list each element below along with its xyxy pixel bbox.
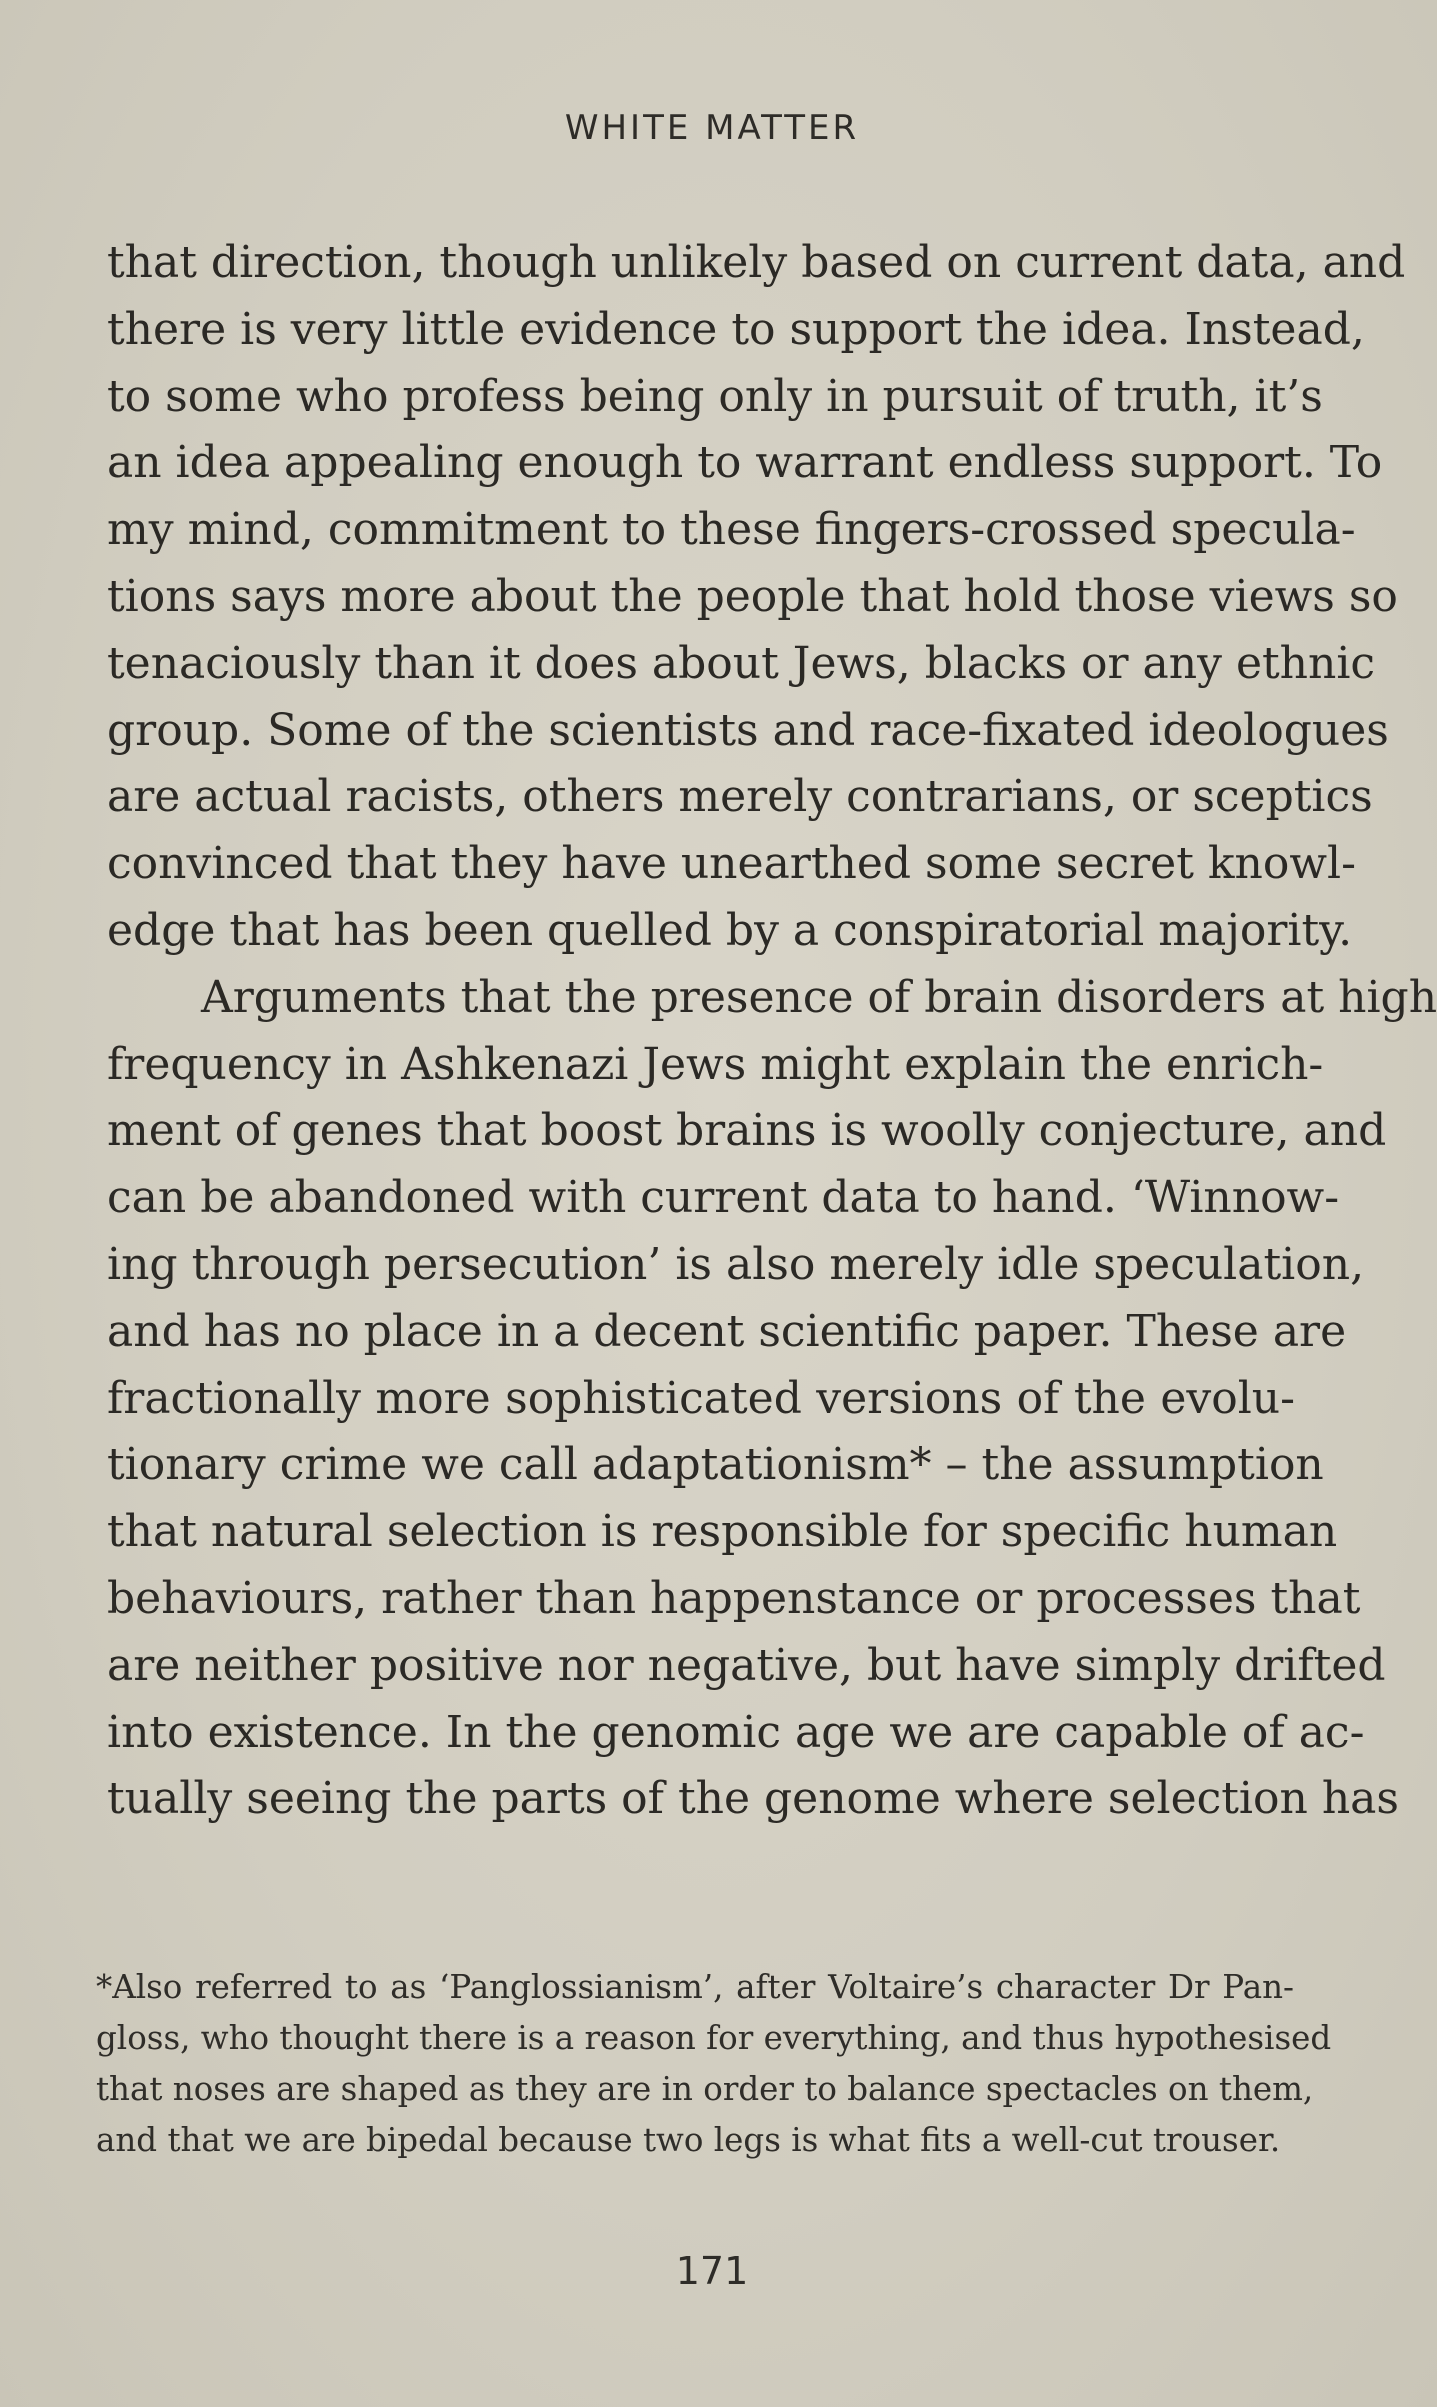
text-line: and has no place in a decent scientific paper. These are: [107, 1305, 1347, 1357]
text-line: that direction, though unlikely based on current data, and: [107, 237, 1406, 288]
text-line: convinced that they have unearthed some secret knowl-: [107, 838, 1356, 890]
text-line: tually seeing the parts of the genome where selection has: [107, 1773, 1399, 1825]
text-line: tionary crime we call adaptationism* – the assumption: [107, 1439, 1324, 1491]
text-line: fractionally more sophisticated versions of the evolu-: [107, 1372, 1295, 1424]
text-line: an idea appealing enough to warrant endless support. To: [107, 437, 1383, 489]
text-line: are neither positive nor negative, but have simply drifted: [107, 1639, 1386, 1691]
text-line: there is very little evidence to support the idea. Instead,: [107, 303, 1365, 355]
paragraph-1: [107, 230, 1406, 965]
text-line: edge that has been quelled by a conspiratorial majority.: [107, 904, 1353, 956]
text-line: group. Some of the scientists and race-fixated ideologues: [107, 704, 1389, 756]
footnote-line: that noses are shaped as they are in order to balance spectacles on them,: [96, 2070, 1314, 2108]
text-line: tenaciously than it does about Jews, blacks or any ethnic: [107, 637, 1376, 689]
text-line: my mind, commitment to these fingers-crossed specula-: [107, 504, 1356, 556]
text-line: that natural selection is responsible for specific human: [107, 1506, 1338, 1558]
body-text: [107, 230, 1437, 1833]
page-number: 171: [675, 2249, 749, 2293]
footnote-line: gloss, who thought there is a reason for everything, and thus hypothesised: [96, 2019, 1332, 2057]
text-line: are actual racists, others merely contrarians, or sceptics: [107, 771, 1373, 823]
text-line: can be abandoned with current data to hand. ‘Winnow-: [107, 1172, 1340, 1224]
text-line: ing through persecution’ is also merely idle speculation,: [107, 1238, 1365, 1290]
text-line: to some who profess being only in pursuit of truth, it’s: [107, 370, 1323, 422]
text-line: into existence. In the genomic age we are capable of ac-: [107, 1706, 1365, 1758]
footnote: [96, 1962, 1332, 2166]
text-line: frequency in Ashkenazi Jews might explain the enrich-: [107, 1038, 1324, 1090]
paragraph-2: [107, 965, 1437, 1833]
text-line: Arguments that the presence of brain disorders at high: [201, 971, 1437, 1023]
running-head: WHITE MATTER: [564, 108, 860, 148]
footnote-line: and that we are bipedal because two legs is what fits a well-cut trouser.: [96, 2121, 1281, 2159]
text-line: behaviours, rather than happenstance or processes that: [107, 1572, 1361, 1624]
text-line: tions says more about the people that hold those views so: [107, 570, 1398, 622]
footnote-line: *Also referred to as ‘Panglossianism’, after Voltaire’s character Dr Pan-: [96, 1968, 1294, 2006]
text-line: ment of genes that boost brains is woolly conjecture, and: [107, 1105, 1387, 1157]
